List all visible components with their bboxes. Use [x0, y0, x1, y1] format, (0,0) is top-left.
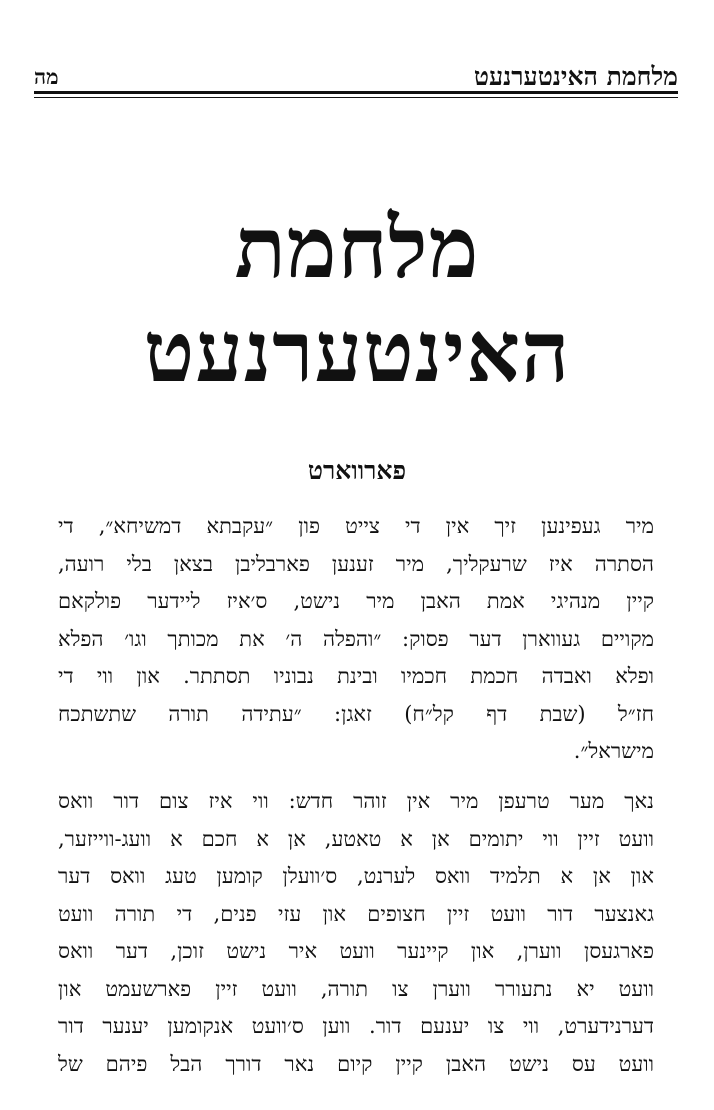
chapter-title	[40, 196, 674, 404]
section-heading: פארווארט	[307, 456, 407, 485]
chapter-title-line-1: מלחמת	[234, 198, 480, 297]
running-header	[34, 56, 678, 92]
paragraph-line: דערנידערט, ווי צו יענעם דור. ווען ס׳וועט אנקומען יענער דור	[58, 1014, 654, 1038]
paragraph-line: פארגעסן ווערן, און קיינער וועט איר נישט זוכן, דער וואס	[58, 939, 654, 963]
page-number: מה	[34, 64, 59, 89]
paragraph-line: וועט זיין ווי יתומים אן א טאטע, אן א חכם א וועג-ווייזער,	[58, 826, 654, 851]
paragraph-1	[58, 508, 654, 771]
header-rule-thin	[34, 97, 678, 98]
paragraph-line: חז״ל (שבת דף קל״ח) זאגן: ״עתידה תורה שתשתכח	[58, 701, 654, 726]
paragraph-line: און אן א תלמיד וואס לערנט, ס׳וועלן קומען טעג וואס דער	[58, 864, 654, 888]
header-rule-thick	[34, 91, 678, 94]
paragraph-line: גאנצער דור וועט זיין חצופים און עזי פנים, די תורה וועט	[58, 901, 654, 926]
paragraph-line: וועט עס נישט האבן קיין קיום נאר דורך הבל פיהם של	[58, 1051, 654, 1076]
paragraph-line: הסתרה איז שרעקליך, מיר זענען פארבליבן בצאן בלי רועה,	[58, 551, 654, 576]
paragraph-line: מקויים געווארן דער פסוק: ״והפלה ה׳ את מכותך וגו׳ הפלא	[58, 626, 654, 651]
paragraph-2	[58, 783, 654, 1083]
running-header-title: מלחמת האינטערנעט	[473, 62, 678, 91]
paragraph-line: מיר געפינען זיך אין די צייט פון ״עקבתא דמשיחא״, די	[58, 514, 654, 538]
chapter-title-line-2: האינטערנעט	[143, 302, 571, 401]
paragraph-line: מישראל״.	[573, 739, 654, 763]
paragraph-line: ופלא ואבדה חכמת חכמיו ובינת נבוניו תסתתר. און ווי די	[58, 664, 654, 688]
paragraph-line: נאך מער טרעפן מיר אין זוהר חדש: ווי איז צום דור וואס	[58, 789, 654, 813]
paragraph-line: וועט יא נתעורר ווערן צו תורה, וועט זיין פארשעמט און	[58, 976, 654, 1001]
paragraph-line: קיין מנהיגי אמת האבן מיר נישט, ס׳איז ליידער פולקאם	[58, 589, 654, 613]
